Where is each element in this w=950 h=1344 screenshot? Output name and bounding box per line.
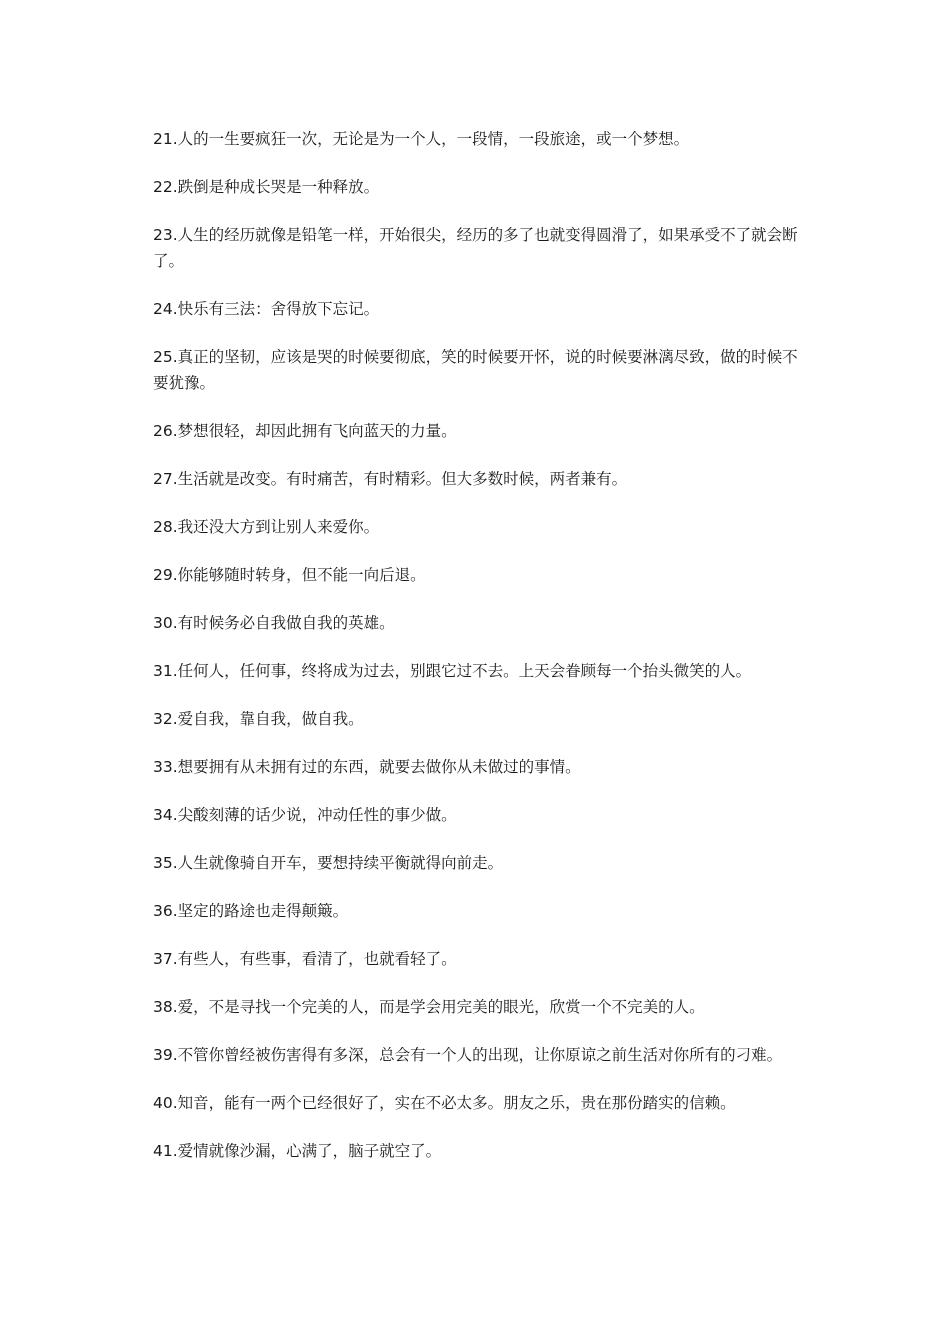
list-item: 31.任何人，任何事，终将成为过去，别跟它过不去。上天会眷顾每一个抬头微笑的人。 (153, 662, 752, 680)
list-item: 36.坚定的路途也走得颠簸。 (153, 902, 349, 920)
list-item: 29.你能够随时转身，但不能一向后退。 (153, 566, 426, 584)
list-item: 41.爱情就像沙漏，心满了，脑子就空了。 (153, 1142, 442, 1160)
list-item: 37.有些人，有些事，看清了，也就看轻了。 (153, 950, 457, 968)
quote-list (153, 126, 798, 1186)
list-item: 38.爱，不是寻找一个完美的人，而是学会用完美的眼光，欣赏一个不完美的人。 (153, 998, 705, 1016)
list-item: 26.梦想很轻，却因此拥有飞向蓝天的力量。 (153, 422, 457, 440)
list-item: 21.人的一生要疯狂一次，无论是为一个人，一段情，一段旅途，或一个梦想。 (153, 130, 690, 148)
list-item: 33.想要拥有从未拥有过的东西，就要去做你从未做过的事情。 (153, 758, 581, 776)
list-item: 39.不管你曾经被伤害得有多深，总会有一个人的出现，让你原谅之前生活对你所有的刁难。 (153, 1046, 783, 1064)
list-item: 24.快乐有三法：舍得放下忘记。 (153, 300, 380, 318)
list-item: 30.有时候务必自我做自我的英雄。 (153, 614, 395, 632)
list-item: 25.真正的坚韧，应该是哭的时候要彻底，笑的时候要开怀，说的时候要淋漓尽致，做的时候不要犹豫。 (153, 348, 798, 392)
list-item: 32.爱自我，靠自我，做自我。 (153, 710, 364, 728)
list-item: 40.知音，能有一两个已经很好了，实在不必太多。朋友之乐，贵在那份踏实的信赖。 (153, 1094, 736, 1112)
list-item: 23.人生的经历就像是铅笔一样，开始很尖，经历的多了也就变得圆滑了，如果承受不了就会断了。 (153, 226, 798, 270)
list-item: 28.我还没大方到让别人来爱你。 (153, 518, 380, 536)
list-item: 22.跌倒是种成长哭是一种释放。 (153, 178, 380, 196)
list-item: 35.人生就像骑自开车，要想持续平衡就得向前走。 (153, 854, 504, 872)
list-item: 34.尖酸刻薄的话少说，冲动任性的事少做。 (153, 806, 457, 824)
list-item: 27.生活就是改变。有时痛苦，有时精彩。但大多数时候，两者兼有。 (153, 470, 628, 488)
